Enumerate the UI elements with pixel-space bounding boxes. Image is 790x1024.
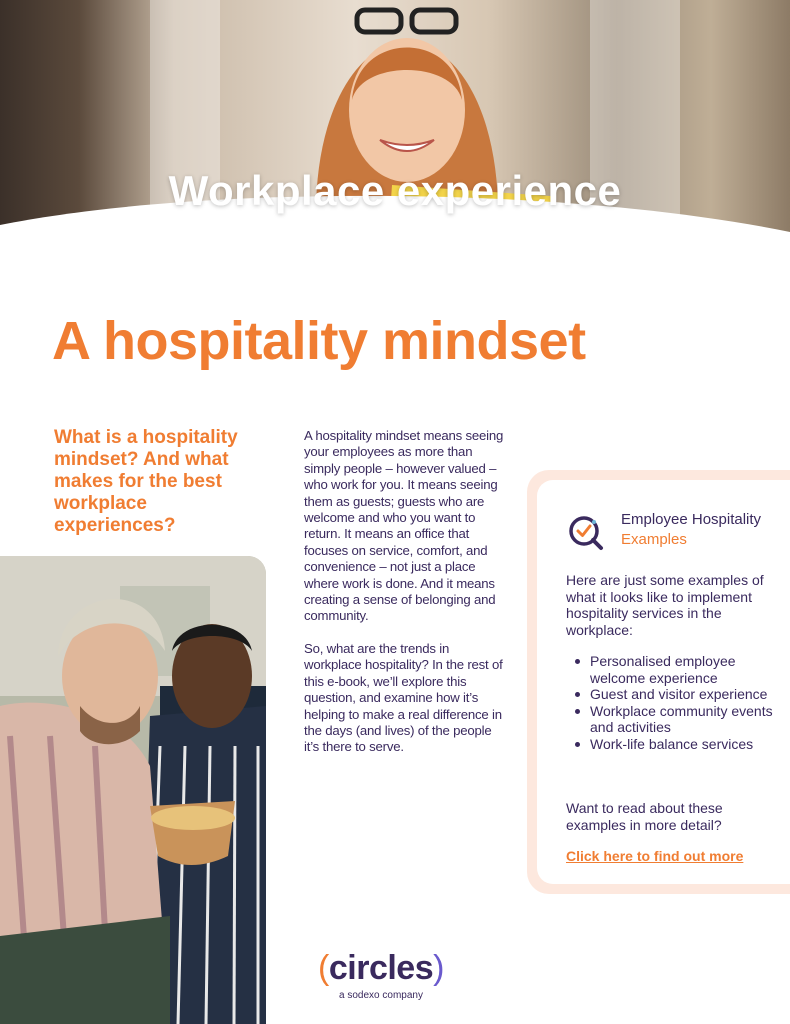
friends-photo	[0, 556, 266, 1024]
examples-list	[566, 653, 776, 752]
section-question: What is a hospitality mindset? And what makes for the best workplace experiences?	[54, 427, 238, 536]
body-paragraph: A hospitality mindset means seeing your employees as more than simply people – however valued – who work for you. It means seeing them as guests; guests who are welcome and who you want to return. It means an office that focuses on service, comfort, and convenience – not just a place where work is done. And it means creating a sense of belonging and community.	[304, 428, 504, 624]
card-title-line2: Examples	[621, 531, 687, 548]
logo-word: circles	[328, 949, 434, 987]
hero-curve	[0, 0, 790, 262]
examples-card-inner	[537, 480, 790, 884]
list-item: Workplace community events and activities	[566, 703, 776, 736]
body-paragraph: So, what are the trends in workplace hospitality? In the rest of this e-book, we’ll explore this question, and examine how it’s helping to make a real difference in the days (and lives) of the people it’s there to serve.	[304, 640, 503, 755]
card-intro: Here are just some examples of what it looks like to implement hospitality services in the workplace:	[566, 572, 764, 638]
hero-banner	[0, 0, 790, 262]
page-headline: A hospitality mindset	[52, 311, 586, 371]
hero-title: Workplace experience	[168, 167, 622, 214]
card-question: Want to read about these examples in more detail?	[566, 800, 723, 833]
examples-card	[527, 470, 790, 894]
list-item: Personalised employee welcome experience	[566, 653, 776, 686]
list-item: Guest and visitor experience	[566, 686, 776, 703]
card-title-line1: Employee Hospitality	[621, 511, 762, 528]
logo-close-paren: )	[433, 949, 444, 987]
list-item: Work-life balance services	[566, 736, 776, 753]
circles-logo	[305, 948, 457, 1008]
find-out-more-link[interactable]: Click here to find out more	[566, 848, 744, 864]
card-title	[621, 510, 761, 550]
logo-tagline: a sodexo company	[339, 990, 423, 1001]
logo-wordmark	[305, 948, 457, 988]
logo-open-paren: (	[318, 949, 329, 987]
body-text	[304, 428, 509, 756]
magnifier-check-icon	[567, 514, 605, 552]
